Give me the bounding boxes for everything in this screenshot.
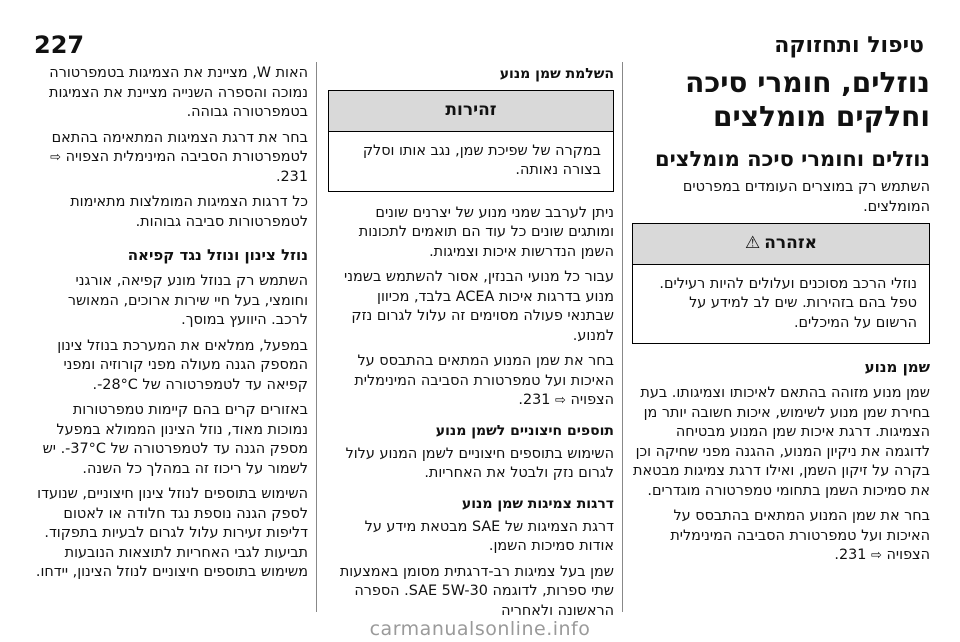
page-ref-link[interactable]: 231 [839, 547, 867, 563]
engine-oil-heading: שמן מנוע [864, 358, 930, 376]
coolant-heading: נוזל צינון ונוזל נגד קפיאה [127, 246, 308, 264]
page-ref-link[interactable]: 231 [280, 168, 308, 185]
caution-text: במקרה של שפיכת שמן, נגב אותו וסלק בצורה נאותה. [362, 142, 601, 178]
warning-header [633, 224, 929, 265]
page-ref-arrow-icon: ⇨ [871, 548, 882, 563]
warning-triangle-icon: ⚠ [744, 233, 761, 253]
section-title: טיפול ותחזוקה [774, 32, 924, 58]
right-column [632, 64, 930, 572]
coolant-paragraph-3: באזורים קרים בהם קיימות טמפרטורות נמוכות מאוד, נוזל הצינון הממולא במפעל מספק הגנה עד לטמפרטורה של ‎-37°C. יש לשמור על ריכוז זה במהלך כל השנה. [42, 402, 308, 477]
page-ref-arrow-icon: ⇨ [555, 393, 566, 408]
coolant-paragraph-1: השתמש רק בנוזל מונע קפיאה, אורגני וחומצי, בעל חיי שירות ארוכים, המאושר לרכב. היוועץ במוסך. [67, 273, 308, 328]
engine-oil-paragraph: שמן מנוע מזוהה בהתאם לאיכותו וצמיגותו. בעת בחירת שמן מנוע לשימוש, איכות חשובה יותר מן הצמיגות. דרגת איכות שמן המנוע מבטיחה לדוגמה את ניקיון המנוע, ההגנה מפני שחיקה וכן בקרה על זיקון השמן, ואילו דרגת צמיגות מבטאת את סמיכות השמן בתחומי טמפרטורה מוגדרים. [633, 385, 930, 499]
multigrade-paragraph: שמן בעל צמיגות רב-דרגתית מסומן באמצעות שתי ספרות, לדוגמה SAE 5W-30. הספרה הראשונה ולאחריה [339, 563, 614, 619]
left-column [32, 64, 308, 589]
viscosity-heading: דרגות צמיגות שמן מנוע [461, 495, 614, 512]
caution-title: זהירות [329, 91, 613, 132]
oil-topup-heading: השלמת שמן מנוע [499, 66, 614, 82]
mixing-paragraph: ניתן לערבב שמני מנוע של יצרנים שונים ומותגים שונים כל עוד הם תואמים לתכונות השמן הנדרשות איכות וצמיגות. [358, 204, 614, 260]
page-number: 227 [34, 31, 85, 59]
chapter-title: נוזלים, חומרי סיכה וחלקים מומלצים [685, 66, 930, 133]
acea-paragraph: עבור כל מנועי הבנזין, אסור להשתמש בשמני מנוע בדרגות איכות ACEA בלבד, מכיוון שבתנאי פעולה מסוימים זה עלול לגרום נזק למנוע. [344, 269, 614, 344]
w-letter-paragraph: האות W, מציינת את הצמיגות בטמפרטורה נמוכה והספרה השנייה מציינת את הצמיגות בטמפרטורה גבוהה. [49, 65, 308, 120]
intro-paragraph: השתמש רק במוצרים העומדים במפרטים המומלצים. [682, 179, 930, 215]
coolant-paragraph-4: השימוש בתוספים לנוזל צינון חיצוניים, שנועדו לספק הגנה נוספת נגד חלודה או לאטום דליפות זעירות עלול לגרום לבעיות בתפקוד. תביעות לגבי האחריות לתוצאות הנובעות משימוש בתוספים חיצוניים לנוזל הצינון, יידחו. [35, 486, 308, 580]
page-ref-arrow-icon: ⇨ [50, 150, 61, 165]
high-temp-paragraph: כל דרגות הצמיגות המומלצות מתאימות לטמפרטורות סביבה גבוהות. [70, 194, 308, 230]
engine-oil-select-paragraph: בחר את שמן המנוע המתאים בהתבסס על האיכות ועל טמפרטורת הסביבה המינימלית הצפויה ⇨ 231. [670, 508, 930, 563]
coolant-paragraph-2: במפעל, ממלאים את המערכת בנוזל צינון המספק הגנה מעולה מפני קורוזיה ומפני קפיאה עד לטמפרטורה של ‎-28°C. [57, 337, 308, 393]
additives-heading: תוספים חיצוניים לשמן מנוע [435, 422, 614, 439]
viscosity-paragraph: דרגת הצמיגות של SAE מבטאת מידע על אודות סמיכות השמן. [364, 518, 614, 554]
oil-select-paragraph: בחר את שמן המנוע המתאים בהתבסס על האיכות ועל טמפרטורת הסביבה המינימלית הצפויה ⇨ 231. [354, 353, 614, 408]
warning-title: אזהרה [764, 233, 818, 253]
viscosity-select-paragraph: בחר את דרגת הצמיגות המתאימה בהתאם לטמפרטורת הסביבה המינימלית הצפויה ⇨ 231. [50, 129, 308, 185]
watermark: carmanualsonline.info [369, 618, 591, 640]
page-header [34, 30, 924, 60]
warning-box [632, 223, 930, 344]
viscosity-select-text: בחר את דרגת הצמיגות המתאימה בהתאם לטמפרטורת הסביבה המינימלית הצפויה [51, 129, 308, 165]
warning-text: נוזלי הרכב מסוכנים ועלולים להיות רעילים. טפל בהם בזהירות. שים לב למידע על הרשום על המיכלים. [659, 275, 917, 331]
oil-select-text: בחר את שמן המנוע המתאים בהתבסס על האיכות ועל טמפרטורת הסביבה המינימלית הצפויה [354, 353, 614, 408]
subsection-title: נוזלים וחומרי סיכה מומלצים [654, 147, 930, 171]
additives-paragraph: השימוש בתוספים חיצוניים לשמן המנוע עלול לגרום נזק ולבטל את האחריות. [345, 445, 614, 481]
column-divider-left [316, 62, 317, 612]
page-ref-link[interactable]: 231 [523, 392, 551, 408]
caution-box [328, 90, 614, 192]
middle-column [328, 64, 614, 627]
engine-oil-select-text: בחר את שמן המנוע המתאים בהתבסס על האיכות ועל טמפרטורת הסביבה המינימלית הצפויה [670, 508, 930, 563]
column-divider-right [622, 62, 623, 612]
